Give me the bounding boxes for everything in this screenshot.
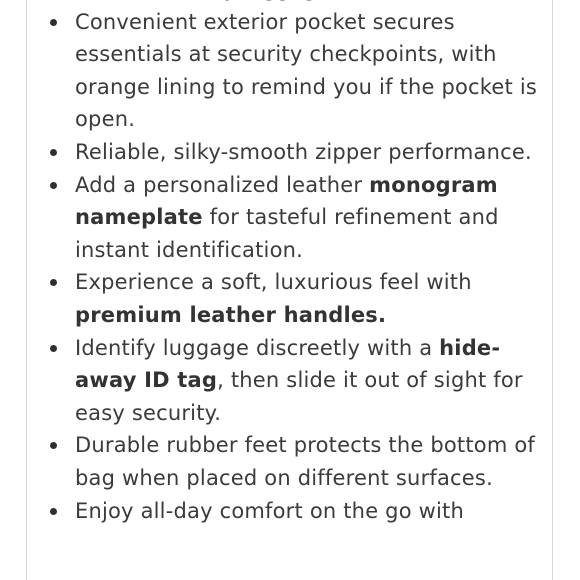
feature-list-item (0, 266, 554, 331)
feature-text-segment: Experience a soft, luxurious feel with (75, 270, 472, 295)
feature-list-item (0, 332, 554, 430)
feature-highlight: hide-away ID tag (75, 335, 501, 393)
feature-text (75, 499, 464, 523)
feature-list-item (0, 495, 554, 528)
feature-text-segment: Durable rubber feet protects the bottom of bag when placed on different surfaces. (75, 433, 536, 490)
feature-text (75, 140, 532, 164)
feature-text (75, 336, 523, 425)
bullet-icon (50, 345, 57, 352)
feature-text-segment: Reliable, silky-smooth zipper performance. (75, 139, 532, 164)
feature-text-segment: Enjoy all-day comfort on the go with (75, 498, 464, 523)
bullet-icon (50, 149, 57, 156)
feature-text-segment: , then slide it out of sight for easy security. (75, 368, 523, 425)
feature-text (75, 173, 499, 262)
feature-list-item (0, 429, 554, 494)
feature-text-segment: Convenient exterior pocket secures essentials at security checkpoints, with orange lining to remind you if the pocket is open. (75, 9, 538, 132)
bullet-icon (50, 19, 57, 26)
feature-text-segment: Identify luggage discreetly with a (75, 335, 440, 360)
feature-text (75, 270, 472, 327)
feature-text (75, 10, 537, 132)
feature-highlight: monogram nameplate (75, 172, 498, 230)
feature-text-segment: for tasteful refinement and instant identification. (75, 205, 499, 262)
feature-list-item (0, 169, 554, 267)
feature-text (75, 433, 535, 490)
feature-list-item (0, 6, 554, 136)
feature-text-segment: Add a personalized leather (75, 172, 370, 197)
bullet-icon (50, 442, 57, 449)
bullet-icon (50, 182, 57, 189)
feature-highlight: premium leather handles. (75, 302, 387, 327)
bullet-icon (50, 508, 57, 515)
feature-text (75, 0, 416, 1)
feature-list-item (0, 136, 554, 169)
feature-text-segment (75, 0, 416, 1)
bullet-icon (50, 279, 57, 286)
